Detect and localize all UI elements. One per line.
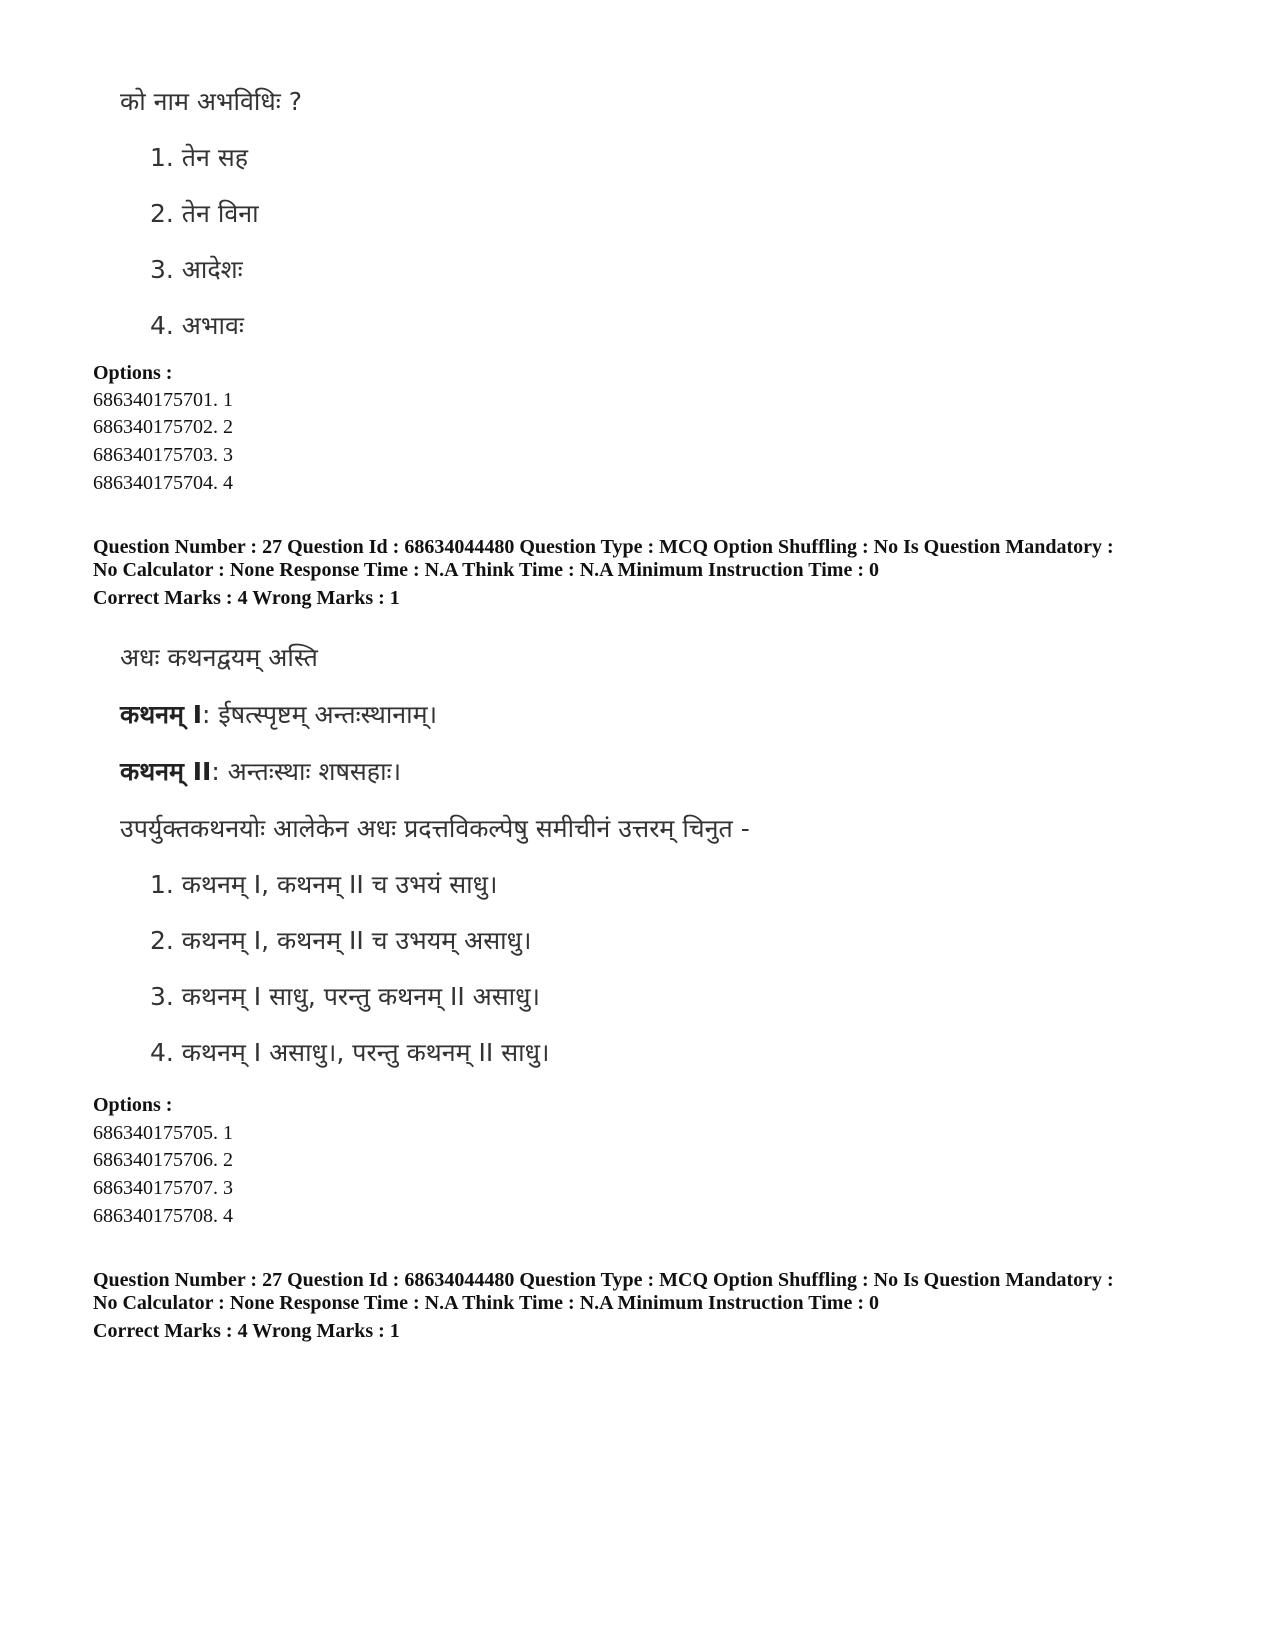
- option-row: 686340175703. 3: [93, 444, 233, 466]
- statement-1: [120, 697, 437, 731]
- question-meta-line: Question Number : 27 Question Id : 68634044480 Question Type : MCQ Option Shuffling : No Is Question Mandatory :: [93, 536, 1114, 558]
- marks-line: Correct Marks : 4 Wrong Marks : 1: [93, 587, 400, 609]
- option-row: 686340175705. 1: [93, 1122, 233, 1144]
- choice-item: 4. कथनम् I असाधु।, परन्तु कथनम् II साधु।: [150, 1038, 550, 1067]
- option-row: 686340175701. 1: [93, 389, 233, 411]
- option-row: 686340175704. 4: [93, 472, 233, 494]
- statement-2-label: कथनम् II: [120, 757, 212, 786]
- statement-1-text: : ईषत्स्पृष्टम् अन्तःस्थानाम्।: [202, 700, 438, 729]
- choice-item: 3. कथनम् I साधु, परन्तु कथनम् II असाधु।: [150, 982, 540, 1011]
- instruction-text: उपर्युक्तकथनयोः आलेकेन अधः प्रदत्तविकल्पेषु समीचीनं उत्तरम् चिनुत -: [120, 814, 750, 843]
- choice-item: 4. अभावः: [150, 311, 244, 340]
- options-label: Options :: [93, 1094, 173, 1116]
- option-row: 686340175708. 4: [93, 1205, 233, 1227]
- question-text: को नाम अभविधिः ?: [120, 87, 303, 116]
- statement-1-label: कथनम् I: [120, 700, 203, 729]
- statement-2: [120, 754, 401, 788]
- options-label: Options :: [93, 362, 173, 384]
- question-intro: अधः कथनद्वयम् अस्ति: [120, 643, 318, 672]
- choice-item: 1. कथनम् I, कथनम् II च उभयं साधु।: [150, 870, 498, 899]
- question-meta-line: Question Number : 27 Question Id : 68634044480 Question Type : MCQ Option Shuffling : No Is Question Mandatory :: [93, 1269, 1114, 1291]
- option-row: 686340175702. 2: [93, 416, 233, 438]
- statement-2-text: : अन्तःस्थाः शषसहाः।: [211, 757, 402, 786]
- option-row: 686340175707. 3: [93, 1177, 233, 1199]
- marks-line: Correct Marks : 4 Wrong Marks : 1: [93, 1320, 400, 1342]
- choice-item: 1. तेन सह: [150, 143, 249, 172]
- option-row: 686340175706. 2: [93, 1149, 233, 1171]
- question-meta-line: No Calculator : None Response Time : N.A Think Time : N.A Minimum Instruction Time : 0: [93, 1292, 879, 1314]
- choice-item: 2. कथनम् I, कथनम् II च उभयम् असाधु।: [150, 926, 532, 955]
- choice-item: 2. तेन विना: [150, 199, 259, 228]
- question-meta-line: No Calculator : None Response Time : N.A Think Time : N.A Minimum Instruction Time : 0: [93, 559, 879, 581]
- choice-item: 3. आदेशः: [150, 255, 243, 284]
